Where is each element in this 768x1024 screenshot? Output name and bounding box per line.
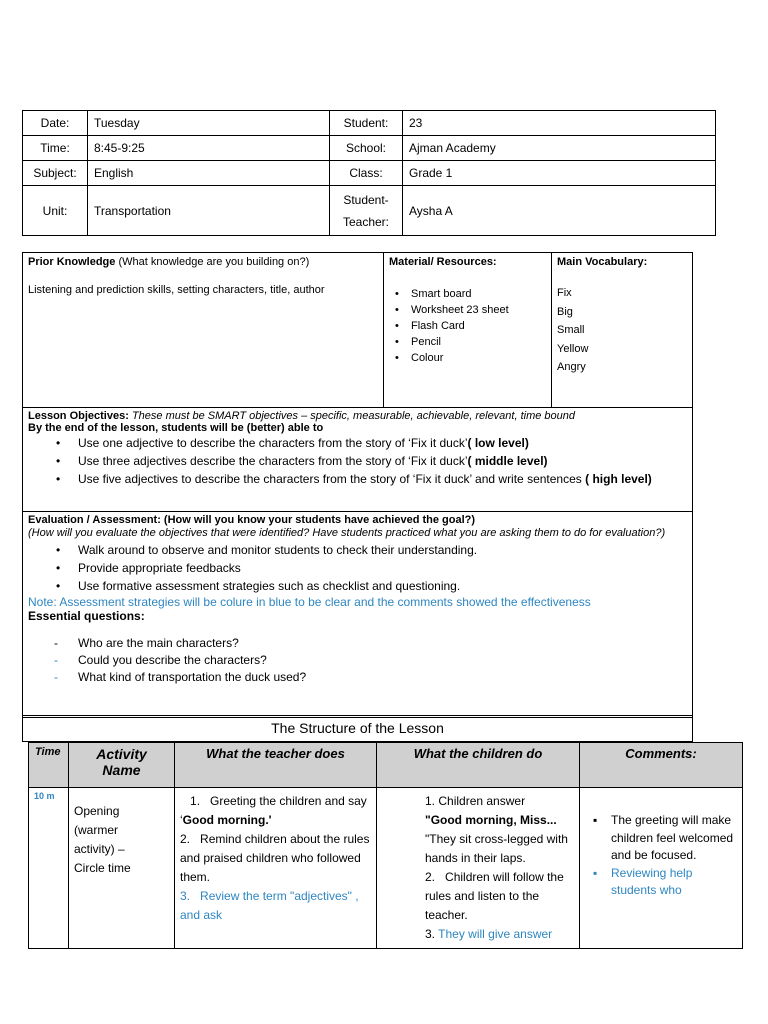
- teacher-step-text-bold: Good morning.': [182, 813, 272, 827]
- table-row: [29, 788, 743, 949]
- date-label: Date:: [23, 111, 88, 136]
- activity-header: [69, 743, 175, 788]
- activity-line: Opening: [74, 804, 120, 818]
- time-label: Time:: [23, 136, 88, 161]
- teacher-step-num: 3.: [180, 889, 191, 903]
- vocab-word: Small: [557, 324, 585, 336]
- material-cell: [384, 253, 552, 407]
- evaluation-note: (How will you evaluate the objectives that were identified? Have students practiced what you are asking them to do for evaluation?): [28, 527, 666, 539]
- unit-label: Unit:: [23, 186, 88, 236]
- children-step-1: [425, 792, 574, 811]
- objective-text: Use five adjectives to describe the characters from the story of ‘Fix it duck’ and write sentences: [78, 472, 582, 486]
- top-row: [23, 253, 692, 408]
- teacher-header: What the teacher does: [175, 743, 377, 788]
- activity-line: (warmer: [74, 823, 118, 837]
- children-step-text: They will give answer: [438, 927, 553, 941]
- children-step-3: [425, 925, 574, 944]
- comment-item: ▪ The greeting will make children feel welcomed and be focused.: [611, 812, 737, 865]
- prior-knowledge-cell: [23, 253, 384, 407]
- activity-line: Circle time: [74, 861, 131, 875]
- teacher-step-3: [180, 887, 371, 925]
- time-value: 8:45-9:25: [88, 136, 330, 161]
- objective-item: [78, 434, 687, 452]
- essential-question: - Could you describe the characters?: [78, 652, 687, 669]
- teacher-step-text: Greeting the children and say ‘: [180, 794, 367, 827]
- children-step-text: Children will follow the rules and listen to the teacher.: [425, 870, 564, 922]
- structure-title: The Structure of the Lesson: [22, 715, 693, 742]
- objectives-intro: By the end of the lesson, students will be (better) able to: [28, 422, 324, 434]
- comments-list: [585, 812, 737, 900]
- time-header: Time: [29, 743, 69, 788]
- children-cell: [377, 788, 580, 949]
- activity-cell: [69, 788, 175, 949]
- activity-line: activity) –: [74, 842, 125, 856]
- teacher-step-text: Review the term "adjectives" , and ask: [180, 889, 359, 922]
- material-list: [389, 286, 546, 366]
- evaluation-heading: Evaluation / Assessment: (How will you know your students have achieved the goal?): [28, 514, 476, 526]
- children-step-text: Children answer: [438, 794, 526, 808]
- student-value: 23: [403, 111, 716, 136]
- teacher-step-num: 2.: [180, 832, 191, 846]
- objectives-heading: Lesson Objectives:: [28, 410, 129, 422]
- unit-value: Transportation: [88, 186, 330, 236]
- vocab-word: Yellow: [557, 342, 589, 355]
- teacher-step-1: [180, 792, 371, 830]
- material-item: • Worksheet 23 sheet: [411, 302, 546, 318]
- essential-question: - What kind of transportation the duck used?: [78, 669, 687, 686]
- vocab-list: [557, 284, 687, 377]
- comments-cell: [580, 788, 743, 949]
- children-step-2: [425, 868, 574, 925]
- objective-level: ( middle level): [467, 454, 548, 468]
- objective-level: ( low level): [467, 436, 529, 450]
- objectives-section: [23, 408, 692, 512]
- children-step-num: 3.: [425, 927, 436, 941]
- teacher-step-2: [180, 830, 371, 887]
- prior-heading: Prior Knowledge: [28, 256, 116, 268]
- material-item: • Colour: [411, 350, 546, 366]
- student-teacher-label-line2: Teacher:: [342, 214, 390, 229]
- class-label: Class:: [330, 161, 403, 186]
- essential-questions-list: [28, 635, 687, 686]
- evaluation-item: • Walk around to observe and monitor students to check their understanding.: [78, 541, 687, 559]
- prior-heading-note: (What knowledge are you building on?): [118, 256, 310, 268]
- vocab-word: Big: [557, 305, 573, 318]
- comment-item: ▪ Reviewing help students who: [611, 865, 737, 900]
- material-item: • Pencil: [411, 334, 546, 350]
- children-step-text: "They sit cross-legged with hands in their laps.: [425, 832, 568, 865]
- vocab-word: Fix: [557, 287, 572, 299]
- material-item: • Smart board: [411, 286, 546, 302]
- objective-item: [78, 470, 687, 488]
- objective-level: ( high level): [585, 472, 652, 486]
- children-step-num: 1.: [425, 794, 436, 808]
- comments-header: Comments:: [580, 743, 743, 788]
- vocabulary-cell: [552, 253, 692, 407]
- objectives-note: These must be SMART objectives – specific, measurable, achievable, relevant, time bound: [131, 410, 576, 422]
- header-table: [22, 110, 716, 236]
- school-value: Ajman Academy: [403, 136, 716, 161]
- children-header: What the children do: [377, 743, 580, 788]
- objectives-list: [28, 434, 687, 488]
- teacher-step-num: 1.: [190, 794, 201, 808]
- evaluation-list: [28, 541, 687, 595]
- essential-question: - Who are the main characters?: [78, 635, 687, 652]
- evaluation-item: • Use formative assessment strategies such as checklist and questioning.: [78, 577, 687, 595]
- teacher-cell: [175, 788, 377, 949]
- date-value: Tuesday: [88, 111, 330, 136]
- children-step-num: 2.: [425, 870, 436, 884]
- essential-questions-heading: Essential questions:: [28, 609, 145, 623]
- student-teacher-label: [330, 186, 403, 236]
- structure-table: [28, 742, 743, 949]
- objective-text: Use three adjectives describe the characters from the story of ‘Fix it duck’: [78, 454, 468, 468]
- objective-item: [78, 452, 687, 470]
- material-heading: Material/ Resources:: [389, 256, 497, 268]
- evaluation-section: [23, 512, 692, 717]
- student-teacher-value: Aysha A: [403, 186, 716, 236]
- lesson-plan-box: [22, 252, 693, 718]
- activity-header-line1: Activity: [96, 746, 147, 762]
- structure-header-row: [29, 743, 743, 788]
- children-step-text-bold: "Good morning, Miss...: [425, 813, 557, 827]
- time-cell: 10 m: [29, 788, 69, 949]
- school-label: School:: [330, 136, 403, 161]
- subject-label: Subject:: [23, 161, 88, 186]
- student-label: Student:: [330, 111, 403, 136]
- evaluation-item: • Provide appropriate feedbacks: [78, 559, 687, 577]
- class-value: Grade 1: [403, 161, 716, 186]
- prior-text: Listening and prediction skills, setting characters, title, author: [28, 284, 325, 296]
- evaluation-note-blue: Note: Assessment strategies will be colure in blue to be clear and the comments showed the effectiveness: [28, 595, 591, 609]
- activity-header-line2: Name: [102, 762, 141, 778]
- subject-value: English: [88, 161, 330, 186]
- vocab-word: Angry: [557, 361, 586, 373]
- objective-text: Use one adjective to describe the characters from the story of ‘Fix it duck’: [78, 436, 468, 450]
- material-item: • Flash Card: [411, 318, 546, 334]
- teacher-step-text: Remind children about the rules and praised children who followed them.: [180, 832, 370, 884]
- vocab-heading: Main Vocabulary:: [557, 256, 648, 268]
- student-teacher-label-line1: Student-: [343, 192, 389, 207]
